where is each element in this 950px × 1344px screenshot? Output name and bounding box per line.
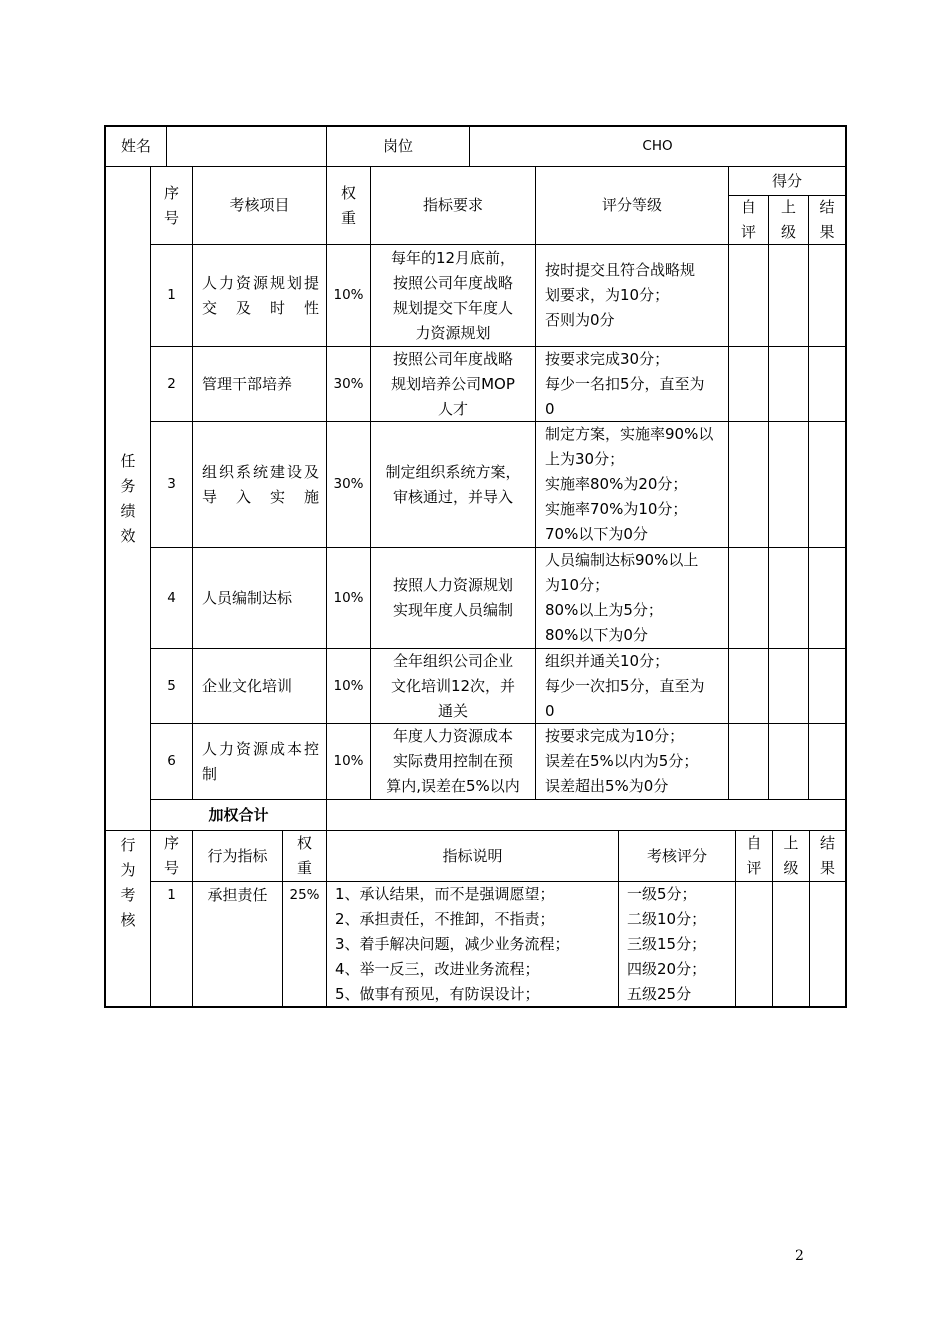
task-col-grading: 评分等级	[601, 196, 662, 214]
behavior-row-1-seq: 1	[167, 887, 176, 903]
task-col-superior: 上 级	[780, 198, 796, 241]
task-col-weight: 权 重	[340, 183, 356, 227]
task-row-5-grading: 组织并通关10分； 每少一次扣5分，直至为 0	[545, 651, 705, 720]
task-row-1-weight: 10%	[333, 287, 364, 303]
task-row-1-item: 人力资源规划提交及时性	[202, 273, 319, 317]
task-row-2-requirement: 按照公司年度战略 规划培养公司MOP 人才	[391, 349, 515, 418]
divider	[768, 195, 769, 800]
position-label: 岗位	[382, 137, 413, 155]
task-row-5-item: 企业文化培训	[202, 676, 293, 695]
position-value: CHO	[642, 138, 673, 154]
name-label: 姓名	[120, 137, 151, 155]
task-row-2-grading: 按要求完成30分； 每少一名扣5分，直至为 0	[545, 349, 705, 418]
behavior-col-superior: 上 级	[783, 834, 799, 877]
behavior-row-1-rating: 一级5分； 二级10分； 三级15分； 四级20分； 五级25分	[627, 885, 707, 1003]
task-row-1-requirement: 每年的12月底前， 按照公司年度战略 规划提交下年度人 力资源规划	[390, 248, 516, 342]
task-row-3-grading: 制定方案，实施率90%以 上为30分； 实施率80%为20分； 实施率70%为10分； 70%以下为0分	[545, 425, 714, 543]
task-row-5-seq: 5	[167, 677, 176, 694]
task-col-seq: 序 号	[163, 183, 179, 227]
task-row-4-item: 人员编制达标	[202, 588, 293, 607]
behavior-col-rating: 考核评分	[646, 846, 707, 865]
divider	[728, 166, 729, 800]
task-row-5-requirement: 全年组织公司企业 文化培训12次，并 通关	[390, 651, 516, 720]
task-row-1-seq: 1	[167, 287, 176, 303]
behavior-row-1-description: 1、承认结果，而不是强调愿望； 2、承担责任，不推卸，不指责； 3、着手解决问题，减少业务流程； 4、举一反三，改进业务流程； 5、做事有预见，有防误设计；	[335, 885, 570, 1003]
task-col-requirement: 指标要求	[422, 196, 483, 214]
task-row-6-grading: 按要求完成为10分； 误差在5%以内为5分； 误差超出5%为0分	[545, 727, 699, 795]
task-row-6-seq: 6	[167, 753, 176, 769]
divider	[808, 195, 809, 800]
task-section-label: 任 务 绩 效	[120, 451, 136, 545]
behavior-row-1-weight: 25%	[289, 887, 320, 903]
task-row-3-item: 组织系统建设及导入实施	[202, 462, 319, 506]
task-row-2-weight: 30%	[333, 375, 364, 392]
behavior-col-result: 结 果	[819, 834, 835, 877]
task-row-3-requirement: 制定组织系统方案， 审核通过，并导入	[385, 462, 521, 506]
task-row-6-requirement: 年度人力资源成本 实际费用控制在预 算内,误差在5%以内	[386, 727, 520, 795]
task-row-4-requirement: 按照人力资源规划 实现年度人员编制	[392, 576, 513, 619]
task-col-score: 得分	[771, 171, 802, 190]
page-number: 2	[795, 1248, 804, 1264]
task-col-result: 结 果	[819, 198, 835, 241]
task-row-5-weight: 10%	[333, 677, 364, 694]
behavior-section-label: 行 为 考 核	[120, 836, 136, 929]
behavior-col-weight: 权 重	[296, 834, 312, 877]
behavior-col-description: 指标说明	[442, 846, 503, 865]
task-row-6-weight: 10%	[333, 753, 364, 769]
task-col-item: 考核项目	[229, 196, 290, 214]
task-col-self: 自 评	[740, 198, 756, 241]
task-row-3-weight: 30%	[333, 476, 364, 492]
behavior-row-1-indicator: 承担责任	[207, 886, 268, 904]
task-row-4-grading: 人员编制达标90%以上 为10分； 80%以上为5分； 80%以下为0分	[545, 551, 699, 644]
task-row-4-seq: 4	[167, 589, 176, 606]
behavior-col-indicator: 行为指标	[207, 846, 268, 865]
task-row-6-item: 人力资源成本控制	[202, 739, 319, 783]
task-row-4-weight: 10%	[333, 589, 364, 606]
weighted-total-label: 加权合计	[208, 805, 269, 824]
task-row-3-seq: 3	[167, 476, 176, 492]
name-value	[167, 127, 326, 166]
behavior-col-seq: 序 号	[163, 834, 179, 877]
behavior-col-self: 自 评	[746, 834, 762, 877]
task-row-2-seq: 2	[167, 375, 176, 392]
task-row-1-grading: 按时提交且符合战略规 划要求，为10分； 否则为0分	[545, 261, 696, 329]
table-border-right	[845, 125, 847, 1008]
task-row-2-item: 管理干部培养	[202, 374, 293, 393]
